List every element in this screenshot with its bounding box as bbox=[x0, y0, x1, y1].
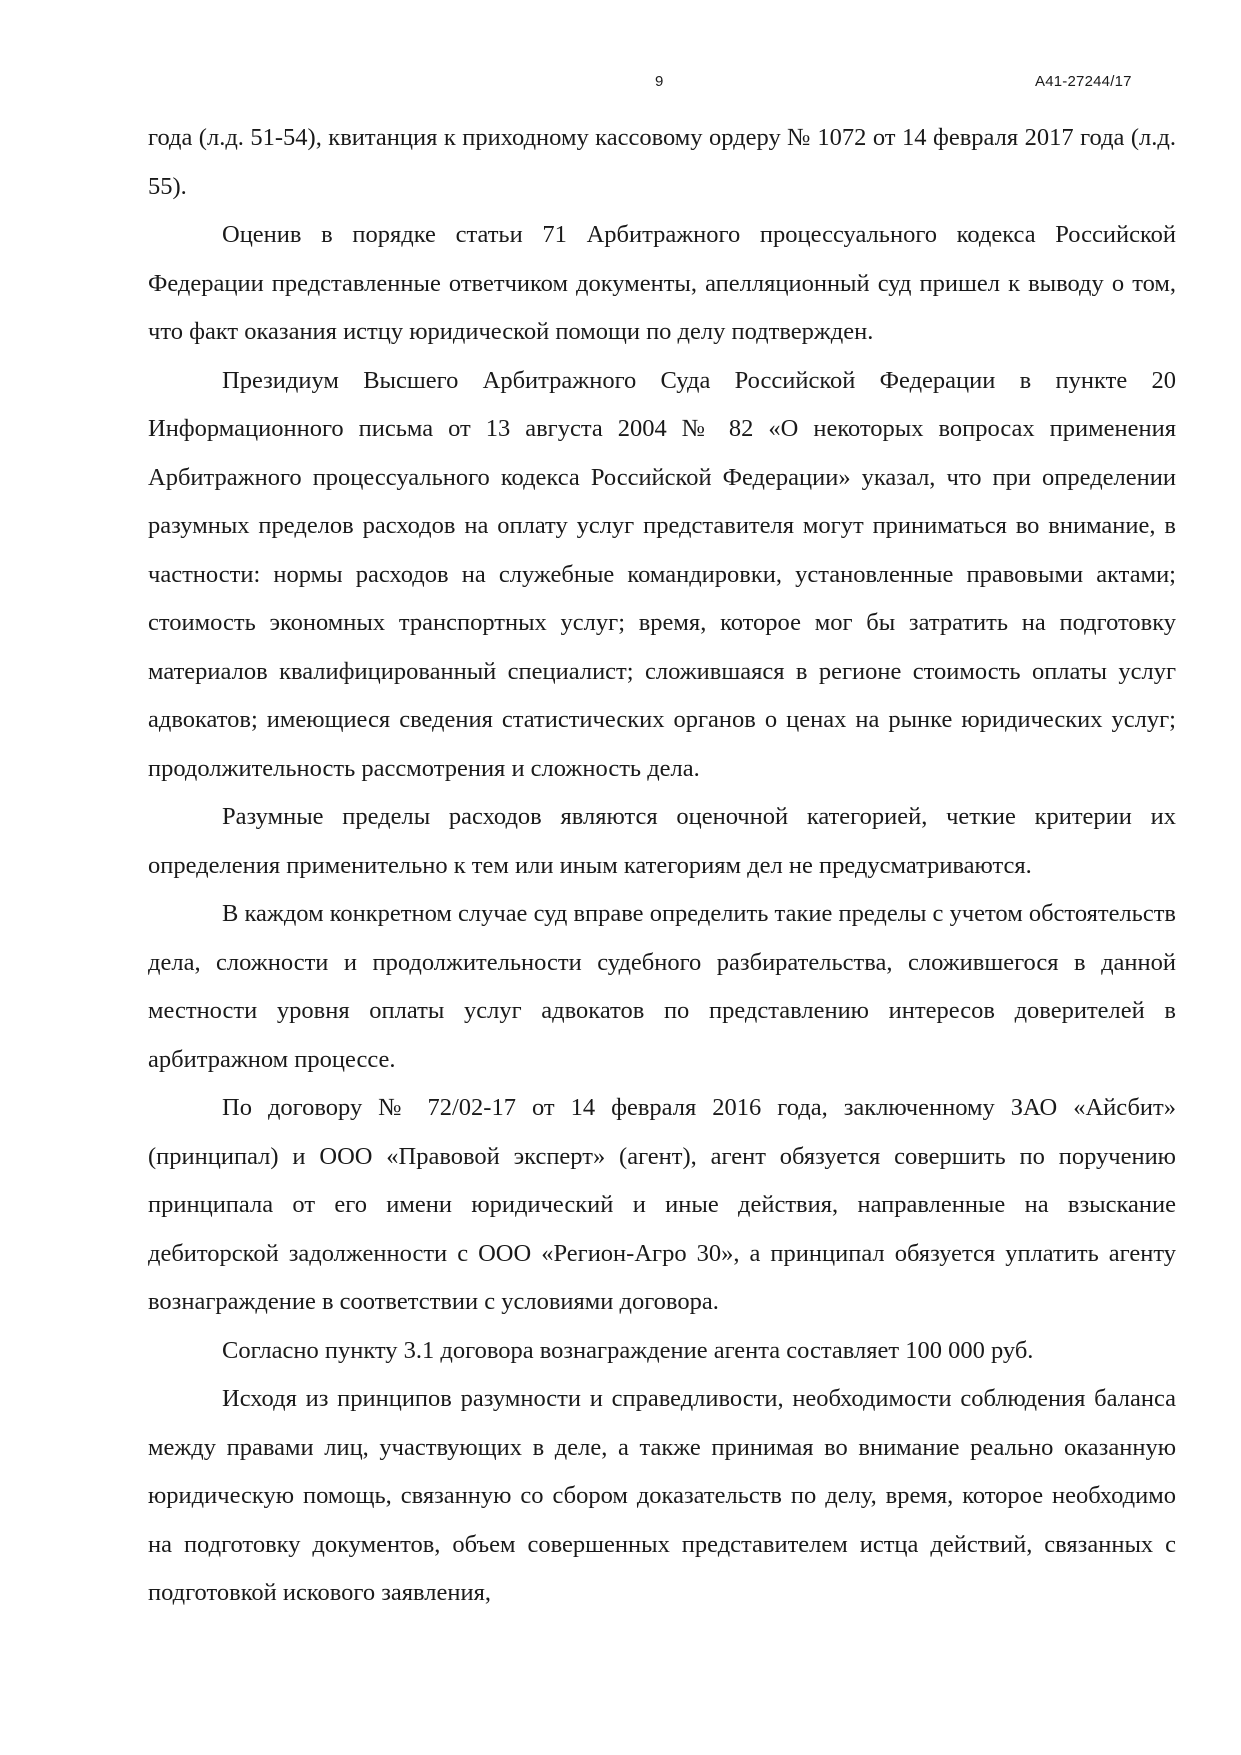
page-number: 9 bbox=[655, 73, 664, 90]
paragraph: По договору № 72/02-17 от 14 февраля 2016 года, заключенному ЗАО «Айсбит» (принципал) и ООО «Правовой эксперт» (агент), агент обязуется совершить по поручению принципала от его имени юридический и иные действия, направленные на взыскание дебиторской задолженности с ООО «Регион-Агро 30», а принципал обязуется уплатить агенту вознаграждение в соответствии с условиями договора. bbox=[148, 1094, 1176, 1315]
paragraph: Исходя из принципов разумности и справедливости, необходимости соблюдения баланса между правами лиц, участвующих в деле, а также принимая во внимание реально оказанную юридическую помощь, связанную со сбором доказательств по делу, время, которое необходимо на подготовку документов, объем совершенных представителем истца действий, связанных с подготовкой искового заявления, bbox=[148, 1385, 1176, 1606]
page-header bbox=[0, 70, 1241, 94]
paragraph: В каждом конкретном случае суд вправе определить такие пределы с учетом обстоятельств дела, сложности и продолжительности судебного разбирательства, сложившегося в данной местности уровня оплаты услуг адвокатов по представлению интересов доверителей в арбитражном процессе. bbox=[148, 900, 1176, 1073]
paragraph-continuation: года (л.д. 51-54), квитанция к приходному кассовому ордеру № 1072 от 14 февраля 2017 года (л.д. 55). bbox=[148, 124, 1176, 200]
paragraph: Президиум Высшего Арбитражного Суда Российской Федерации в пункте 20 Информационного письма от 13 августа 2004 № 82 «О некоторых вопросах применения Арбитражного процессуального кодекса Российской Федерации» указал, что при определении разумных пределов расходов на оплату услуг представителя могут приниматься во внимание, в частности: нормы расходов на служебные командировки, установленные правовыми актами; стоимость экономных транспортных услуг; время, которое мог бы затратить на подготовку материалов квалифицированный специалист; сложившаяся в регионе стоимость оплаты услуг адвокатов; имеющиеся сведения статистических органов о ценах на рынке юридических услуг; продолжительность рассмотрения и сложность дела. bbox=[148, 366, 1176, 782]
document-body bbox=[148, 114, 1176, 1618]
paragraph: Согласно пункту 3.1 договора вознаграждение агента составляет 100 000 руб. bbox=[222, 1336, 1034, 1364]
paragraph: Разумные пределы расходов являются оценочной категорией, четкие критерии их определения применительно к тем или иным категориям дел не предусматриваются. bbox=[148, 803, 1176, 879]
case-number: А41-27244/17 bbox=[1035, 73, 1132, 90]
paragraph: Оценив в порядке статьи 71 Арбитражного процессуального кодекса Российской Федерации представленные ответчиком документы, апелляционный суд пришел к выводу о том, что факт оказания истцу юридической помощи по делу подтвержден. bbox=[148, 221, 1176, 345]
